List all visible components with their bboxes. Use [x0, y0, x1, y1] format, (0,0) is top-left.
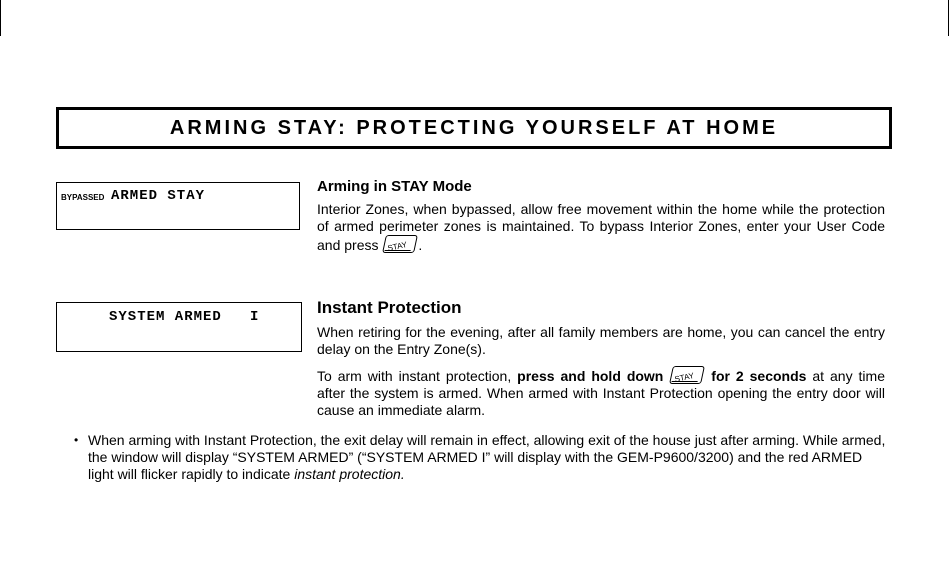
- bullet-text: [88, 432, 886, 483]
- section-arming-stay-mode: [317, 178, 885, 262]
- stay-key-icon: [382, 235, 418, 253]
- stay-key-label: STAY: [387, 240, 409, 253]
- paragraph-interior-zones: [317, 201, 885, 254]
- paragraph-interior-zones-text: Interior Zones, when bypassed, allow free movement within the home while the protection of armed perimeter zones is maintained. To bypass Interior Zones, enter your User Code and press: [317, 201, 885, 253]
- paragraph-retiring: When retiring for the evening, after all family members are home, you can cancel the entry delay on the Entry Zone(s).: [317, 324, 885, 357]
- display-armed-stay-text: ARMED STAY: [111, 188, 206, 204]
- page-title: ARMING STAY: PROTECTING YOURSELF AT HOME: [169, 116, 779, 139]
- instant-arm-bold-press: press and hold down: [517, 368, 664, 384]
- display-bypassed-label: BYPASSED: [61, 193, 105, 202]
- page-edge-mark-right: [948, 0, 949, 36]
- section-instant-protection: [317, 298, 885, 427]
- instant-arm-start: To arm with instant protection,: [317, 368, 512, 384]
- bullet-note-exit-delay: [74, 432, 886, 483]
- page-edge-mark-left: [0, 0, 1, 36]
- instant-arm-end: at any time after the system is armed. When armed with Instant Protection opening the entry door will cause an immediate alarm.: [317, 368, 885, 418]
- section-title-arming-stay: Arming in STAY Mode: [317, 178, 472, 195]
- keypad-display-armed-stay: [56, 182, 300, 230]
- stay-key-label: STAY: [674, 371, 696, 384]
- stay-key-icon: [669, 366, 705, 384]
- instant-arm-bold-seconds: for 2 seconds: [711, 368, 807, 384]
- section-title-instant-protection: Instant Protection: [317, 298, 462, 317]
- paragraph-interior-zones-end: .: [418, 237, 423, 253]
- header-box: [56, 107, 892, 149]
- keypad-display-system-armed: [56, 302, 302, 352]
- paragraph-instant-arm: [317, 366, 885, 419]
- display-system-armed-text: SYSTEM ARMED I: [109, 309, 260, 325]
- bullet-dot: •: [74, 433, 79, 447]
- bullet-text-italic: instant protection.: [294, 466, 405, 482]
- bullet-text-main: When arming with Instant Protection, the exit delay will remain in effect, allowing exit of the house just after arming. While armed, the window will display “SYSTEM ARMED” (“SYSTEM ARMED I” will display with the GEM-P9600/3200) and the red ARMED light will flicker rapidly to indicate: [88, 432, 886, 482]
